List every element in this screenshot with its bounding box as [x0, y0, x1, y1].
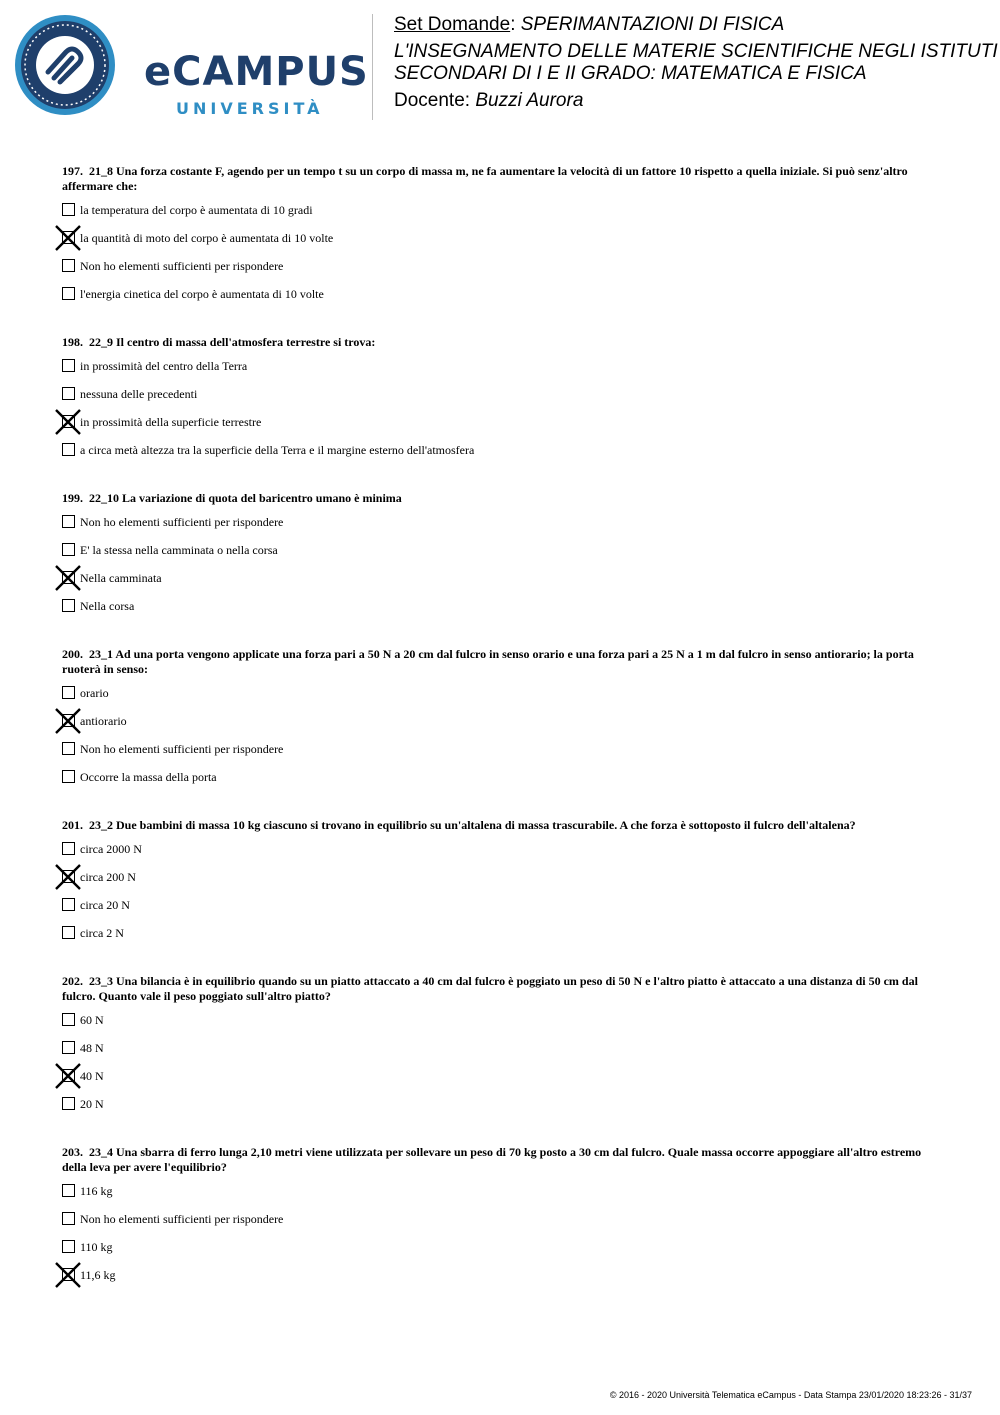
question-203: [62, 1145, 942, 1296]
brand-subtitle: UNIVERSITÀ: [176, 99, 324, 118]
header-divider: [372, 14, 373, 120]
question-number: 201.: [62, 818, 83, 832]
question-text: [62, 491, 942, 506]
checkbox[interactable]: [62, 1212, 75, 1225]
program-line-1: L'INSEGNAMENTO DELLE MATERIE SCIENTIFICHE NEGLI ISTITUTI: [394, 41, 998, 62]
answer-option[interactable]: [62, 1268, 942, 1296]
question-197: [62, 164, 942, 315]
answer-label: Nella corsa: [80, 599, 135, 613]
answer-label: la quantità di moto del corpo è aumentata di 10 volte: [80, 231, 334, 245]
checkbox[interactable]: [62, 203, 75, 216]
checkbox[interactable]: [62, 359, 75, 372]
page-header: [0, 0, 1000, 125]
question-body: 21_8 Una forza costante F, agendo per un tempo t su un corpo di massa m, ne fa aumentare la velocità di un fattore 10 rispetto a quella iniziale. Si può senz'altro affermare che:: [62, 164, 908, 193]
checkbox[interactable]: [62, 898, 75, 911]
checkbox[interactable]: [62, 1240, 75, 1253]
brand-name: eCAMPUS: [144, 49, 369, 95]
checked-cross-icon: [55, 225, 81, 251]
answer-option[interactable]: [62, 231, 942, 259]
answer-label: circa 2000 N: [80, 842, 142, 856]
answer-option[interactable]: [62, 443, 942, 471]
answer-label: Non ho elementi sufficienti per rispondere: [80, 259, 284, 273]
ecampus-logo: [14, 14, 369, 118]
docente-name: Buzzi Aurora: [475, 90, 584, 111]
answer-option[interactable]: [62, 415, 942, 443]
checkbox[interactable]: [62, 259, 75, 272]
question-number: 203.: [62, 1145, 83, 1159]
answer-label: Non ho elementi sufficienti per rispondere: [80, 742, 284, 756]
answer-label: Occorre la massa della porta: [80, 770, 217, 784]
question-199: [62, 491, 942, 627]
answer-label: 11,6 kg: [80, 1268, 116, 1282]
checkbox[interactable]: [62, 599, 75, 612]
answer-option[interactable]: [62, 1212, 942, 1240]
answer-label: 110 kg: [80, 1240, 113, 1254]
answer-label: 116 kg: [80, 1184, 113, 1198]
question-text: [62, 335, 942, 350]
page-footer: © 2016 - 2020 Università Telematica eCampus - Data Stampa 23/01/2020 18:23:26 - 31/37: [609, 1390, 972, 1400]
answer-label: orario: [80, 686, 109, 700]
checkbox[interactable]: [62, 543, 75, 556]
answer-option[interactable]: [62, 543, 942, 571]
checkbox[interactable]: [62, 515, 75, 528]
answer-option[interactable]: [62, 742, 942, 770]
answer-label: a circa metà altezza tra la superficie della Terra e il margine esterno dell'atmosfera: [80, 443, 475, 457]
question-body: 22_10 La variazione di quota del baricentro umano è minima: [89, 491, 402, 505]
answer-option[interactable]: [62, 359, 942, 387]
checked-cross-icon: [55, 864, 81, 890]
checkbox[interactable]: [62, 842, 75, 855]
answer-option[interactable]: [62, 599, 942, 627]
answer-option[interactable]: [62, 203, 942, 231]
answer-option[interactable]: [62, 571, 942, 599]
answer-option[interactable]: [62, 387, 942, 415]
checkbox[interactable]: [62, 387, 75, 400]
answer-label: Non ho elementi sufficienti per rispondere: [80, 515, 284, 529]
ecampus-emblem-icon: [14, 14, 116, 116]
answer-option[interactable]: [62, 1240, 942, 1268]
answer-label: 20 N: [80, 1097, 104, 1111]
answer-label: 40 N: [80, 1069, 104, 1083]
checked-cross-icon: [55, 708, 81, 734]
answer-label: E' la stessa nella camminata o nella corsa: [80, 543, 278, 557]
checkbox[interactable]: [62, 1097, 75, 1110]
answer-option[interactable]: [62, 259, 942, 287]
question-body: 22_9 Il centro di massa dell'atmosfera terrestre si trova:: [89, 335, 376, 349]
question-list: [62, 164, 942, 1316]
question-text: [62, 647, 942, 677]
answer-label: Non ho elementi sufficienti per rispondere: [80, 1212, 284, 1226]
answer-label: 60 N: [80, 1013, 104, 1027]
question-200: [62, 647, 942, 798]
checkbox[interactable]: [62, 287, 75, 300]
answer-option[interactable]: [62, 898, 942, 926]
checkbox[interactable]: [62, 926, 75, 939]
question-text: [62, 164, 942, 194]
answer-label: circa 20 N: [80, 898, 130, 912]
checkbox[interactable]: [62, 1184, 75, 1197]
question-body: 23_3 Una bilancia è in equilibrio quando su un piatto attaccato a 40 cm dal fulcro è poggiato un peso di 50 N e l'altro piatto è attaccato a una distanza di 50 cm dal fulcro. Quanto vale il peso poggiato sull'altro piatto?: [62, 974, 918, 1003]
checkbox[interactable]: [62, 443, 75, 456]
answer-option[interactable]: [62, 1013, 942, 1041]
checkbox[interactable]: [62, 686, 75, 699]
question-text: [62, 818, 942, 833]
course-title: SPERIMANTAZIONI DI FISICA: [520, 14, 785, 35]
header-info: [394, 14, 1000, 112]
answer-option[interactable]: [62, 870, 942, 898]
answer-option[interactable]: [62, 1097, 942, 1125]
question-body: 23_1 Ad una porta vengono applicate una forza pari a 50 N a 20 cm dal fulcro in senso orario e una forza pari a 25 N a 1 m dal fulcro in senso antiorario; la porta ruoterà in senso:: [62, 647, 914, 676]
checked-cross-icon: [55, 409, 81, 435]
checked-cross-icon: [55, 1262, 81, 1288]
program-line-2: SECONDARI DI I E II GRADO: MATEMATICA E FISICA: [394, 63, 867, 84]
checkbox[interactable]: [62, 742, 75, 755]
question-body: 23_2 Due bambini di massa 10 kg ciascuno si trovano in equilibrio su un'altalena di massa trascurabile. A che forza è sottoposto il fulcro dell'altalena?: [89, 818, 856, 832]
checkbox[interactable]: [62, 1041, 75, 1054]
checkbox[interactable]: [62, 770, 75, 783]
answer-option[interactable]: [62, 714, 942, 742]
answer-option[interactable]: [62, 686, 942, 714]
question-202: [62, 974, 942, 1125]
question-number: 200.: [62, 647, 83, 661]
answer-label: in prossimità del centro della Terra: [80, 359, 248, 373]
answer-option[interactable]: [62, 1184, 942, 1212]
set-label: Set Domande: [394, 14, 511, 35]
question-text: [62, 1145, 942, 1175]
set-line: [394, 14, 1000, 36]
answer-option[interactable]: [62, 770, 942, 798]
answer-option[interactable]: [62, 926, 942, 954]
set-separator: :: [510, 14, 521, 35]
question-text: [62, 974, 942, 1004]
docente-line: [394, 90, 1000, 112]
answer-label: circa 200 N: [80, 870, 136, 884]
answer-label: in prossimità della superficie terrestre: [80, 415, 262, 429]
question-198: [62, 335, 942, 471]
answer-label: antiorario: [80, 714, 127, 728]
answer-label: la temperatura del corpo è aumentata di 10 gradi: [80, 203, 313, 217]
checkbox[interactable]: [62, 1013, 75, 1026]
answer-label: circa 2 N: [80, 926, 124, 940]
docente-label: Docente:: [394, 90, 476, 111]
answer-label: l'energia cinetica del corpo è aumentata di 10 volte: [80, 287, 324, 301]
answer-label: nessuna delle precedenti: [80, 387, 198, 401]
answer-option[interactable]: [62, 842, 942, 870]
answer-label: 48 N: [80, 1041, 104, 1055]
question-number: 202.: [62, 974, 83, 988]
checked-cross-icon: [55, 565, 81, 591]
answer-option[interactable]: [62, 1041, 942, 1069]
answer-option[interactable]: [62, 287, 942, 315]
question-body: 23_4 Una sbarra di ferro lunga 2,10 metri viene utilizzata per sollevare un peso di 70 kg posto a 30 cm dal fulcro. Quale massa occorre appoggiare all'altro estremo della leva per avere l'equilibrio?: [62, 1145, 922, 1174]
question-number: 199.: [62, 491, 83, 505]
answer-option[interactable]: [62, 515, 942, 543]
answer-option[interactable]: [62, 1069, 942, 1097]
question-number: 198.: [62, 335, 83, 349]
question-201: [62, 818, 942, 954]
checked-cross-icon: [55, 1063, 81, 1089]
question-number: 197.: [62, 164, 83, 178]
answer-label: Nella camminata: [80, 571, 162, 585]
